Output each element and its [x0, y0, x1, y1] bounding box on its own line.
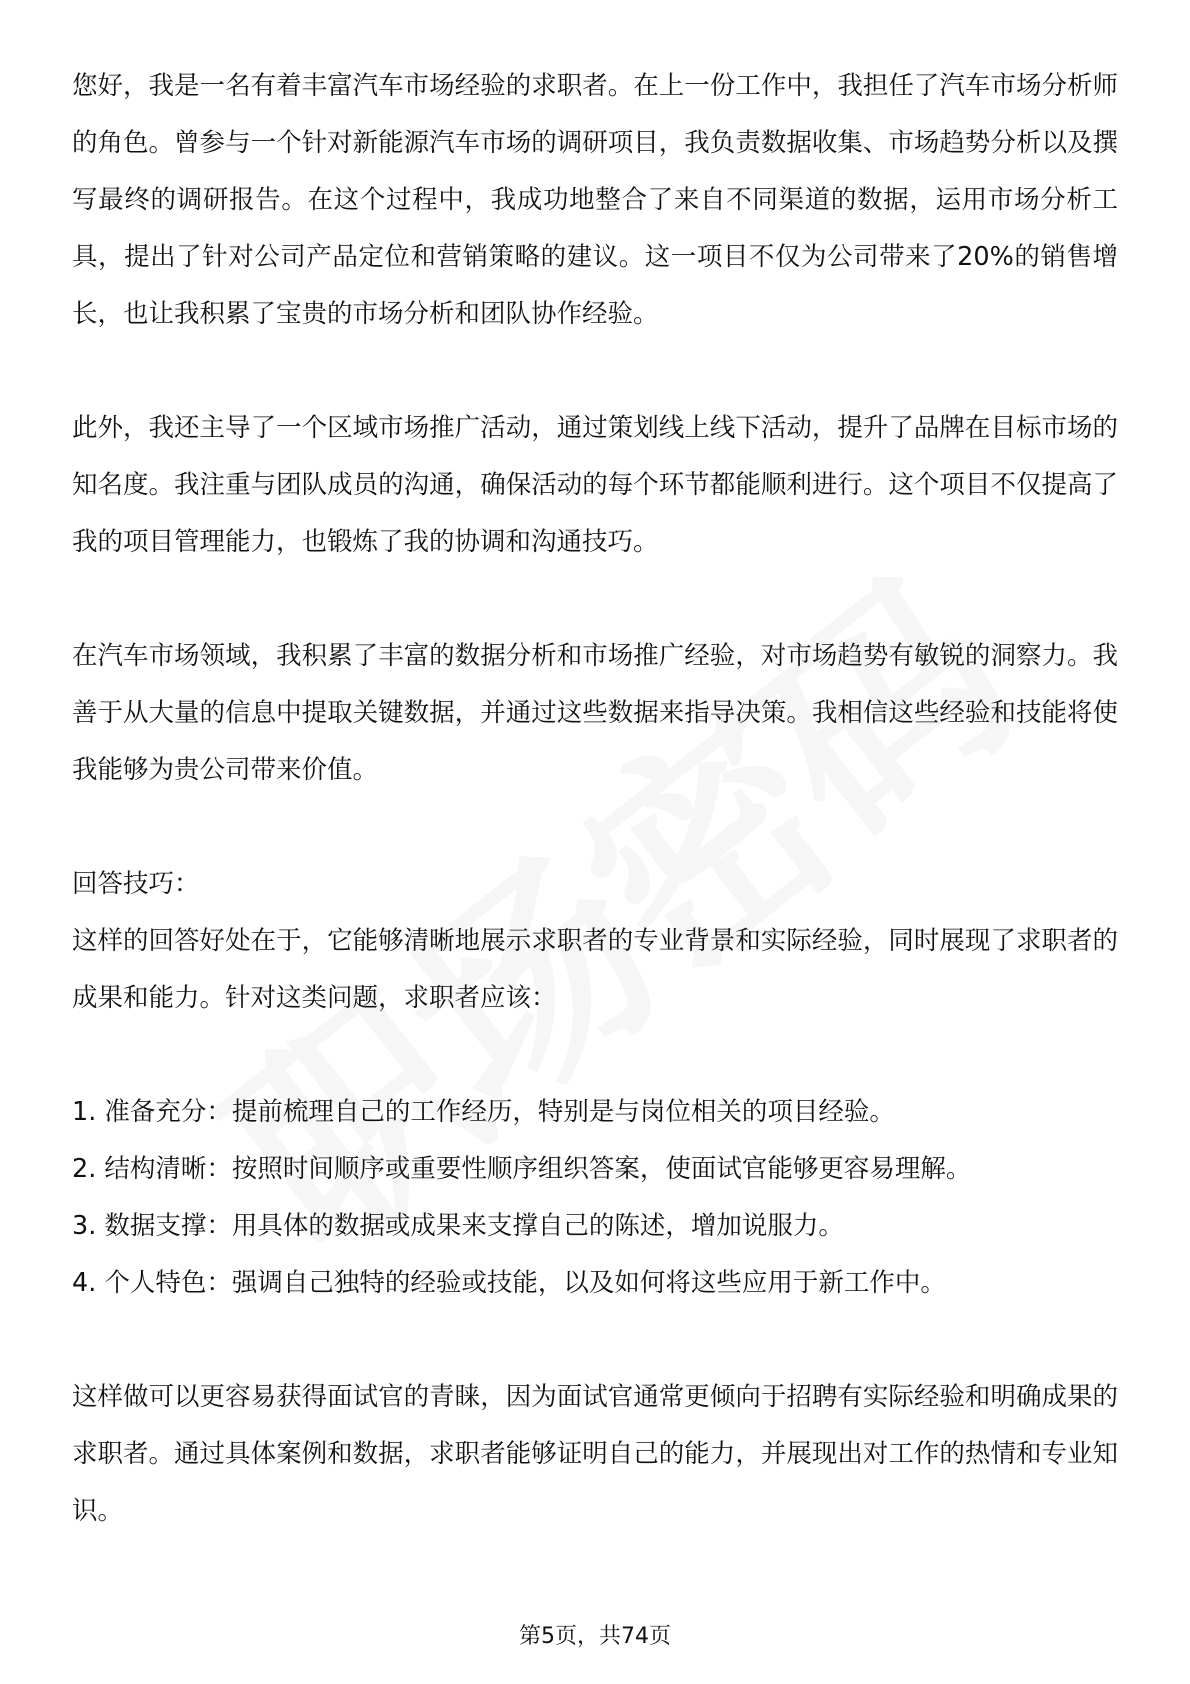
- answer-paragraph-1: 您好，我是一名有着丰富汽车市场经验的求职者。在上一份工作中，我担任了汽车市场分析师的角色。曾参与一个针对新能源汽车市场的调研项目，我负责数据收集、市场趋势分析以及撰写最终的调研报告。在这个过程中，我成功地整合了来自不同渠道的数据，运用市场分析工具，提出了针对公司产品定位和营销策略的建议。这一项目不仅为公司带来了20%的销售增长，也让我积累了宝贵的市场分析和团队协作经验。: [72, 71, 1118, 329]
- tips-list-item: 4. 个人特色：强调自己独特的经验或技能，以及如何将这些应用于新工作中。: [72, 1268, 946, 1298]
- page-number: 第5页，共74页: [519, 1624, 671, 1649]
- tips-list-item: 2. 结构清晰：按照时间顺序或重要性顺序组织答案，使面试官能够更容易理解。: [72, 1154, 972, 1184]
- document-body: [72, 58, 1118, 1540]
- tips-list-item: 1. 准备充分：提前梳理自己的工作经历，特别是与岗位相关的项目经验。: [72, 1097, 895, 1127]
- tips-intro: 这样的回答好处在于，它能够清晰地展示求职者的专业背景和实际经验，同时展现了求职者的成果和能力。针对这类问题，求职者应该：: [72, 926, 1118, 1013]
- tips-list-item: 3. 数据支撑：用具体的数据或成果来支撑自己的陈述，增加说服力。: [72, 1211, 844, 1241]
- answer-paragraph-2: 此外，我还主导了一个区域市场推广活动，通过策划线上线下活动，提升了品牌在目标市场的知名度。我注重与团队成员的沟通，确保活动的每个环节都能顺利进行。这个项目不仅提高了我的项目管理能力，也锻炼了我的协调和沟通技巧。: [72, 413, 1118, 557]
- tips-heading: 回答技巧：: [72, 869, 200, 899]
- tips-list: [72, 1084, 1118, 1312]
- answer-paragraph-3: 在汽车市场领域，我积累了丰富的数据分析和市场推广经验，对市场趋势有敏锐的洞察力。我善于从大量的信息中提取关键数据，并通过这些数据来指导决策。我相信这些经验和技能将使我能够为贵公司带来价值。: [72, 641, 1118, 785]
- closing-paragraph: 这样做可以更容易获得面试官的青睐，因为面试官通常更倾向于招聘有实际经验和明确成果的求职者。通过具体案例和数据，求职者能够证明自己的能力，并展现出对工作的热情和专业知识。: [72, 1382, 1118, 1526]
